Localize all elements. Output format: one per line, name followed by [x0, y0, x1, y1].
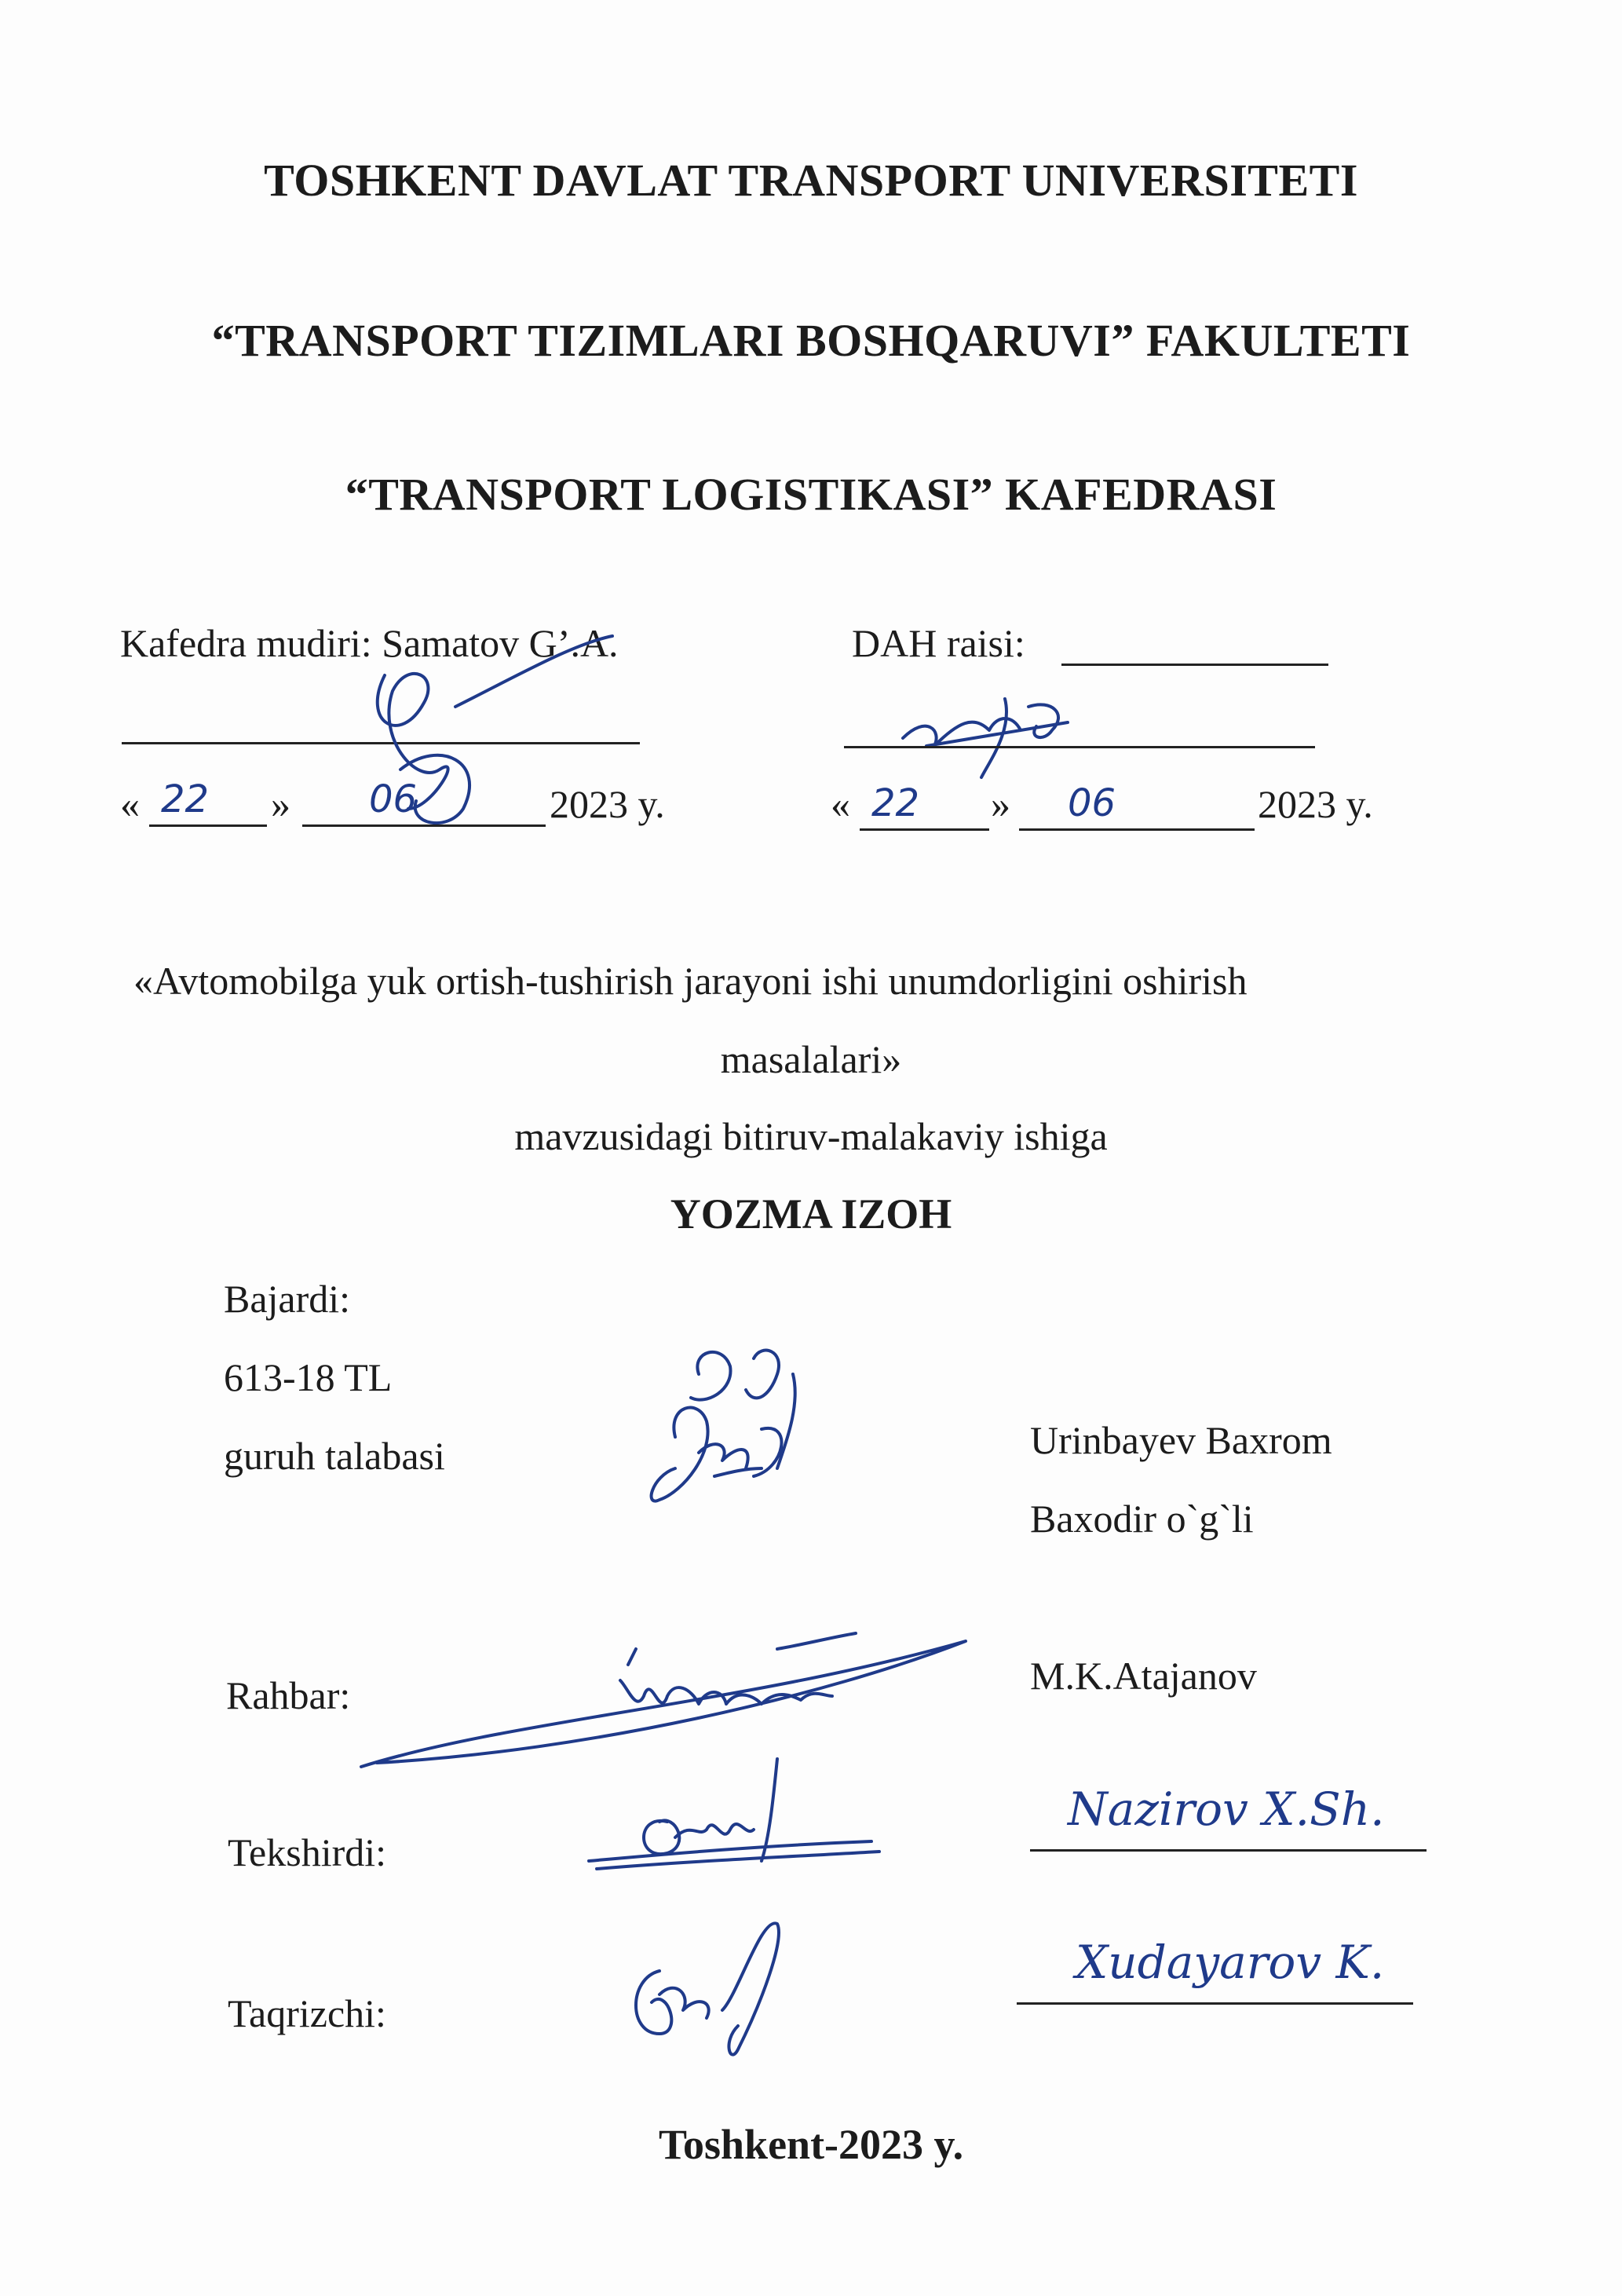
faculty-title: “TRANSPORT TIZIMLARI BOSHQARUVI” FAKULTETI	[211, 315, 1411, 366]
group-number: 613-18 TL	[224, 1355, 393, 1399]
month-line-left	[302, 824, 546, 827]
signature-supervisor	[353, 1602, 997, 1775]
head-of-department-label: Kafedra mudiri: Samatov G’.A.	[120, 621, 619, 665]
supervisor-name: M.K.Atajanov	[1030, 1654, 1257, 1698]
checker-name-line	[1030, 1849, 1427, 1852]
signature-dah-chair	[895, 683, 1099, 785]
day-right: 22	[871, 781, 920, 825]
reviewer-name: Xudayarov K.	[1076, 1936, 1385, 1989]
month-right: 06	[1068, 781, 1116, 825]
date-mid-right: »	[991, 782, 1010, 826]
checker-name: Nazirov X.Sh.	[1068, 1782, 1385, 1836]
date-mid-left: »	[271, 782, 290, 826]
dah-chair-label: DAH raisi:	[852, 621, 1025, 665]
university-title: TOSHKENT DAVLAT TRANSPORT UNIVERSITETI	[264, 155, 1358, 206]
supervisor-label: Rahbar:	[226, 1673, 351, 1717]
year-left: 2023 y.	[550, 782, 665, 826]
signature-student	[636, 1343, 840, 1523]
topic-line-2: masalalari»	[720, 1037, 902, 1081]
student-name-line-2: Baxodir o`g`li	[1030, 1497, 1254, 1541]
department-title: “TRANSPORT LOGISTIKASI” KAFEDRASI	[345, 469, 1277, 520]
day-line-right	[860, 828, 989, 831]
group-student-label: guruh talabasi	[224, 1434, 445, 1478]
reviewer-name-line	[1017, 2002, 1413, 2005]
signature-reviewer	[612, 1908, 801, 2065]
date-open-left: «	[120, 782, 140, 826]
day-left: 22	[161, 777, 210, 821]
month-left: 06	[369, 777, 418, 821]
month-line-right	[1019, 828, 1255, 831]
topic-line-1: «Avtomobilga yuk ortish-tushirish jarayoni ishi unumdorligini oshirish	[133, 959, 1248, 1003]
year-right: 2023 y.	[1258, 782, 1373, 826]
document-type: YOZMA IZOH	[670, 1190, 952, 1238]
dah-chair-name-line	[1061, 664, 1328, 666]
student-name-line-1: Urinbayev Baxrom	[1030, 1418, 1332, 1462]
signature-checker	[581, 1751, 895, 1885]
performed-by-label: Bajardi:	[224, 1277, 351, 1321]
topic-line-3: mavzusidagi bitiruv-malakaviy ishiga	[514, 1114, 1108, 1158]
reviewer-label: Taqrizchi:	[228, 1991, 386, 2035]
date-open-right: «	[831, 782, 850, 826]
signature-line-right	[844, 746, 1315, 748]
city-year: Toshkent-2023 y.	[658, 2121, 964, 2168]
checker-label: Tekshirdi:	[228, 1830, 387, 1874]
day-line-left	[149, 824, 267, 827]
